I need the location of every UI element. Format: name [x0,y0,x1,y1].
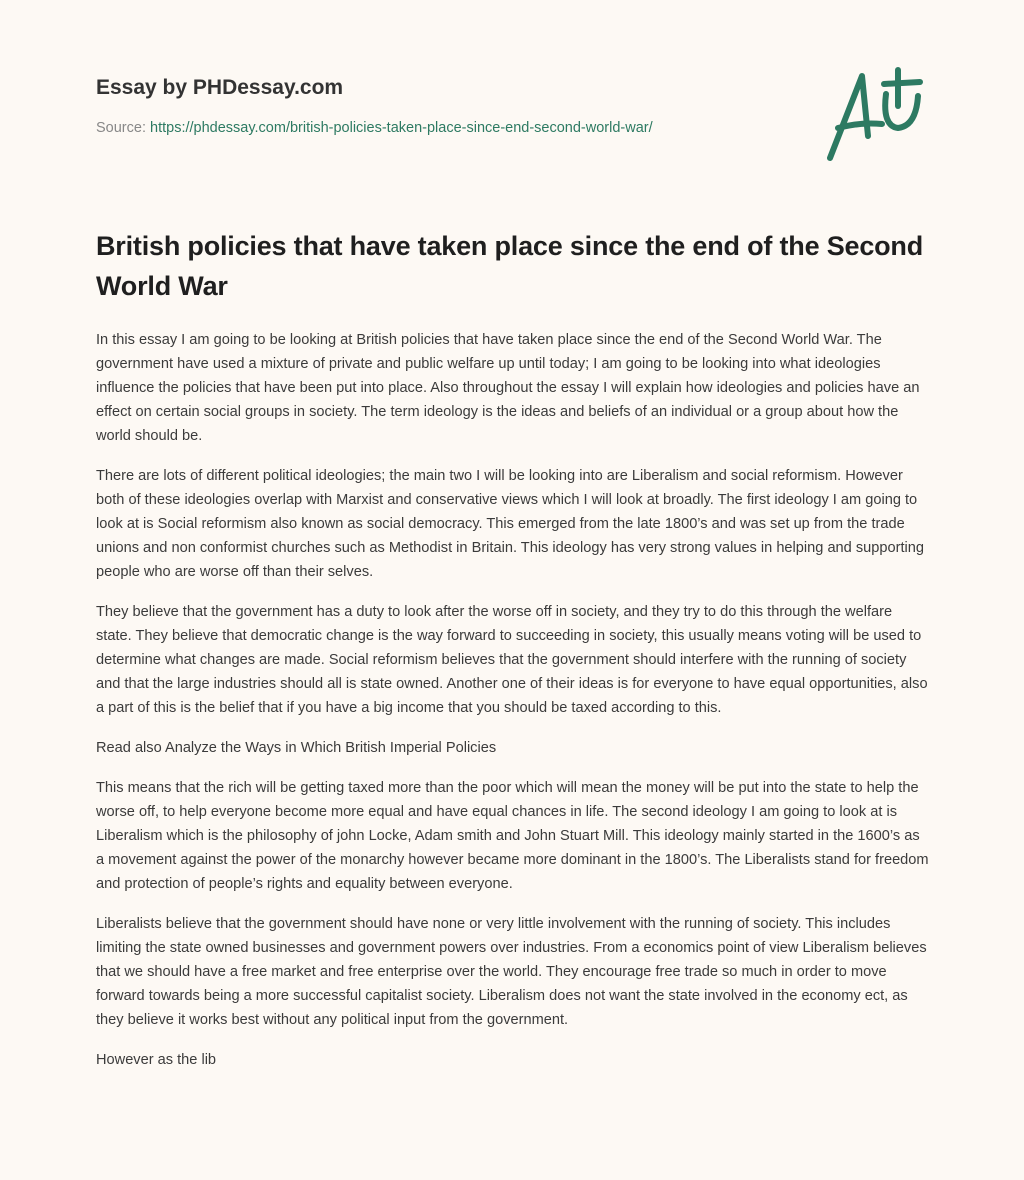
paragraph: This means that the rich will be getting taxed more than the poor which will mean the money will be put into the state to help the worse off, to help everyone become more equal and have equal chances in life. The second ideology I am going to look at is Liberalism which is the philosophy of john Locke, Adam smith and John Stuart Mill. This ideology mainly started in the 1600’s as a movement against the power of the monarchy however became more dominant in the 1800’s. The Liberalists stand for freedom and protection of people’s rights and equality between everyone. [96,780,929,892]
article-title: British policies that have taken place since the end of the Second World War [96,231,924,301]
paragraph: In this essay I am going to be looking at British policies that have taken place since the end of the Second World War. The government have used a mixture of private and public welfare up until today; I am going to be looking into what ideologies influence the policies that have been put into place. Also throughout the essay I will explain how ideologies and policies have an effect on certain social groups in society. The term ideology is the ideas and beliefs of an individual or a group about how the world should be. [96,332,920,444]
paragraph: Liberalists believe that the government should have none or very little involvement with the running of society. This includes limiting the state owned businesses and government powers over industries. From a economics point of view Liberalism believes that we should have a free market and free enterprise over the world. They encourage free trade so much in order to move forward towards being a more successful capitalist society. Liberalism does not want the state involved in the economy ect, as they believe it works best without any political input from the government. [96,916,927,1028]
site-title: Essay by PHDessay.com [96,76,344,99]
source-link[interactable]: https://phdessay.com/british-policies-taken-place-since-end-second-world-war/ [150,120,653,136]
paragraph: However as the lib [96,1052,217,1068]
read-also-link[interactable]: Read also Analyze the Ways in Which British Imperial Policies [96,740,497,756]
source-line [96,120,936,136]
paragraph: They believe that the government has a duty to look after the worse off in society, and they try to do this through the welfare state. They believe that democratic change is the way forward to succeeding in society, this usually means voting will be used to determine what changes are made. Social reformism believes that the government should interfere with the running of society and that the large industries should all is state owned. Another one of their ideas is for everyone to have equal opportunities, also a part of this is the belief that if you have a big income that you should be taxed according to this. [96,604,928,716]
a-plus-logo-icon [820,66,930,166]
article [96,226,930,1088]
paragraph: There are lots of different political ideologies; the main two I will be looking into are Liberalism and social reformism. However both of these ideologies overlap with Marxist and conservative views which I will look at broadly. The first ideology I am going to look at is Social reformism also known as social democracy. This emerged from the late 1800’s and was set up from the trade unions and non conformist churches such as Methodist in Britain. This ideology has very strong values in helping and supporting people who are worse off than their selves. [96,468,924,580]
source-label: Source: [96,120,146,136]
header [96,76,936,136]
